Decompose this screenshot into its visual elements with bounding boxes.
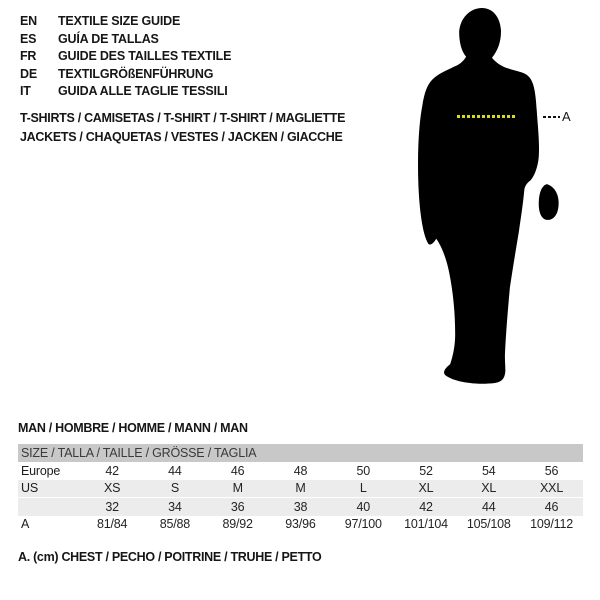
size-table-header-row	[18, 444, 583, 462]
size-cell: 38	[269, 498, 332, 516]
size-cell: 85/88	[159, 517, 191, 532]
size-cell: 56	[544, 463, 559, 478]
language-row-fr	[20, 48, 231, 66]
language-label: TEXTILE SIZE GUIDE	[58, 14, 181, 28]
size-cell: L	[359, 481, 367, 496]
man-silhouette-icon	[413, 5, 563, 388]
man-hand-shape	[539, 184, 559, 220]
category-line: JACKETS / CHAQUETAS / VESTES / JACKEN / GIACCHE	[20, 129, 343, 144]
language-code: ES	[20, 31, 37, 46]
measure-label-a: A	[562, 109, 571, 124]
size-cell: 46	[520, 498, 583, 516]
size-cell: S	[170, 481, 179, 496]
size-table-row	[18, 462, 583, 480]
size-cell: 105/108	[466, 517, 511, 532]
man-silhouette-figure	[413, 5, 563, 388]
size-cell: 52	[419, 463, 433, 478]
language-label: TEXTILGRÖßENFÜHRUNG	[58, 66, 214, 81]
language-row-de	[20, 66, 231, 84]
category-lines	[20, 109, 345, 146]
size-cell: 42	[395, 498, 458, 516]
size-cell: 44	[457, 498, 520, 516]
language-label: GUIDE DES TAILLES TEXTILE	[58, 49, 232, 64]
size-cell: 48	[293, 463, 308, 478]
footnote-chest: A. (cm) CHEST / PECHO / POITRINE / TRUHE / PETTO	[18, 550, 322, 564]
size-cell: 46	[230, 463, 245, 478]
size-cell: XS	[104, 481, 121, 496]
section-label-man: MAN / HOMBRE / HOMME / MANN / MAN	[18, 421, 248, 435]
size-cell: 40	[332, 498, 395, 516]
size-cell: 97/100	[344, 517, 382, 532]
size-table-row	[18, 480, 583, 498]
size-cell: 34	[144, 498, 207, 516]
size-cell: 89/92	[222, 517, 253, 532]
man-body-shape	[418, 8, 539, 384]
language-list	[20, 13, 231, 101]
size-row-label: Europe	[21, 463, 61, 478]
size-cell: 54	[481, 463, 496, 478]
size-cell: 109/112	[530, 517, 573, 532]
size-cell: XXL	[540, 481, 564, 496]
size-cell: 50	[356, 463, 370, 478]
language-code: IT	[20, 84, 31, 99]
size-cell: 42	[105, 463, 119, 478]
language-label: GUÍA DE TALLAS	[58, 31, 159, 46]
language-code: EN	[20, 14, 37, 28]
size-row-label: US	[21, 481, 38, 496]
language-label: GUIDA ALLE TAGLIE TESSILI	[58, 84, 228, 99]
language-code: DE	[20, 66, 37, 81]
size-cell: 44	[168, 463, 182, 478]
language-row-it	[20, 83, 231, 101]
size-cell: 36	[206, 498, 269, 516]
size-cell: 93/96	[285, 517, 316, 532]
size-table-header-cell: SIZE / TALLA / TAILLE / GRÖSSE / TAGLIA	[21, 446, 257, 460]
size-cell: 101/104	[404, 517, 448, 532]
size-cell: XL	[418, 481, 434, 496]
size-row-label: A	[21, 517, 30, 532]
language-code: FR	[20, 49, 37, 64]
size-cell: M	[295, 481, 306, 496]
language-row-es	[20, 31, 231, 49]
chest-measure-line	[457, 115, 516, 118]
size-cell: 81/84	[97, 517, 128, 532]
size-table-row	[18, 498, 583, 516]
category-line: T-SHIRTS / CAMISETAS / T-SHIRT / T-SHIRT / MAGLIETTE	[20, 111, 346, 125]
size-cell: XL	[481, 481, 497, 496]
size-table	[18, 444, 583, 533]
size-table-row	[18, 516, 583, 534]
size-row-label	[18, 498, 81, 516]
size-cell: M	[232, 481, 243, 496]
size-table-body	[18, 444, 583, 533]
size-cell: 32	[81, 498, 144, 516]
chest-measure-leader-line	[543, 116, 560, 118]
language-row-en	[20, 13, 231, 31]
